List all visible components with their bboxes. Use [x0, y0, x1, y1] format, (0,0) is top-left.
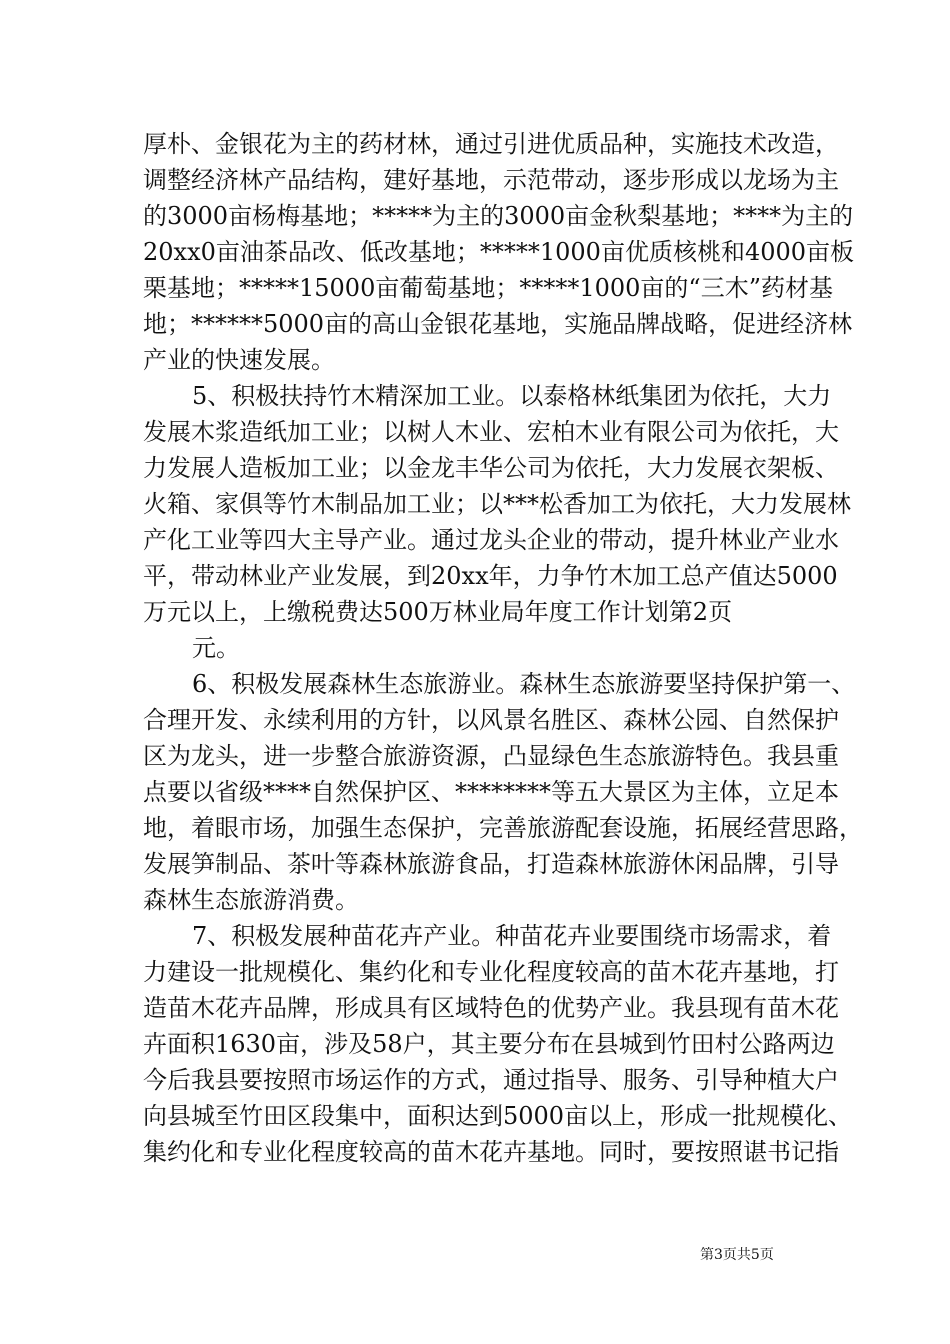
- text-line: 集约化和专业化程度较高的苗木花卉基地。同时，要按照谌书记指: [143, 1138, 839, 1166]
- text-line: 调整经济林产品结构，建好基地，示范带动，逐步形成以龙场为主: [143, 166, 839, 194]
- text-line: 今后我县要按照市场运作的方式，通过指导、服务、引导种植大户: [143, 1066, 839, 1094]
- text-line: 发展木浆造纸加工业；以树人木业、宏柏木业有限公司为依托，大: [143, 418, 839, 446]
- text-line: 卉面积1630亩，涉及58户，其主要分布在县城到竹田村公路两边: [143, 1030, 835, 1058]
- text-line: 合理开发、永续利用的方针，以风景名胜区、森林公园、自然保护: [143, 706, 839, 734]
- text-line: 平，带动林业产业发展，到20xx年，力争竹木加工总产值达5000: [143, 562, 838, 590]
- text-line: 厚朴、金银花为主的药材林，通过引进优质品种，实施技术改造，: [143, 130, 839, 158]
- text-line: 森林生态旅游消费。: [143, 886, 359, 914]
- paragraph-start-line: 5、积极扶持竹木精深加工业。以泰格林纸集团为依托，大力: [192, 382, 832, 410]
- text-line: 地，着眼市场，加强生态保护，完善旅游配套设施，拓展经营思路，: [143, 814, 863, 842]
- text-line: 点要以省级****自然保护区、********等五大景区为主体，立足本: [143, 778, 839, 806]
- text-line: 发展笋制品、茶叶等森林旅游食品，打造森林旅游休闲品牌，引导: [143, 850, 839, 878]
- text-line: 区为龙头，进一步整合旅游资源，凸显绿色生态旅游特色。我县重: [143, 742, 839, 770]
- text-line: 力发展人造板加工业；以金龙丰华公司为依托，大力发展衣架板、: [143, 454, 839, 482]
- text-line: 元。: [192, 634, 240, 662]
- paragraph-start-line: 6、积极发展森林生态旅游业。森林生态旅游要坚持保护第一、: [192, 670, 856, 698]
- text-line: 20xx0亩油茶品改、低改基地；*****1000亩优质核桃和4000亩板: [143, 238, 855, 266]
- text-line: 万元以上，上缴税费达500万林业局年度工作计划第2页: [143, 598, 733, 626]
- text-line: 产化工业等四大主导产业。通过龙头企业的带动，提升林业产业水: [143, 526, 839, 554]
- text-line: 的3000亩杨梅基地；*****为主的3000亩金秋梨基地；****为主的: [143, 202, 854, 230]
- text-line: 火箱、家俱等竹木制品加工业；以***松香加工为依托，大力发展林: [143, 490, 851, 518]
- text-line: 力建设一批规模化、集约化和专业化程度较高的苗木花卉基地，打: [143, 958, 839, 986]
- paragraph-start-line: 7、积极发展种苗花卉产业。种苗花卉业要围绕市场需求，着: [192, 922, 832, 950]
- text-line: 栗基地；*****15000亩葡萄基地；*****1000亩的“三木”药材基: [143, 274, 833, 302]
- text-line: 向县城至竹田区段集中，面积达到5000亩以上，形成一批规模化、: [143, 1102, 853, 1130]
- page-number-footer: 第3页共5页: [700, 1247, 774, 1263]
- text-line: 造苗木花卉品牌，形成具有区域特色的优势产业。我县现有苗木花: [143, 994, 839, 1022]
- text-line: 地；******5000亩的高山金银花基地，实施品牌战略，促进经济林: [143, 310, 853, 338]
- text-line: 产业的快速发展。: [143, 346, 335, 374]
